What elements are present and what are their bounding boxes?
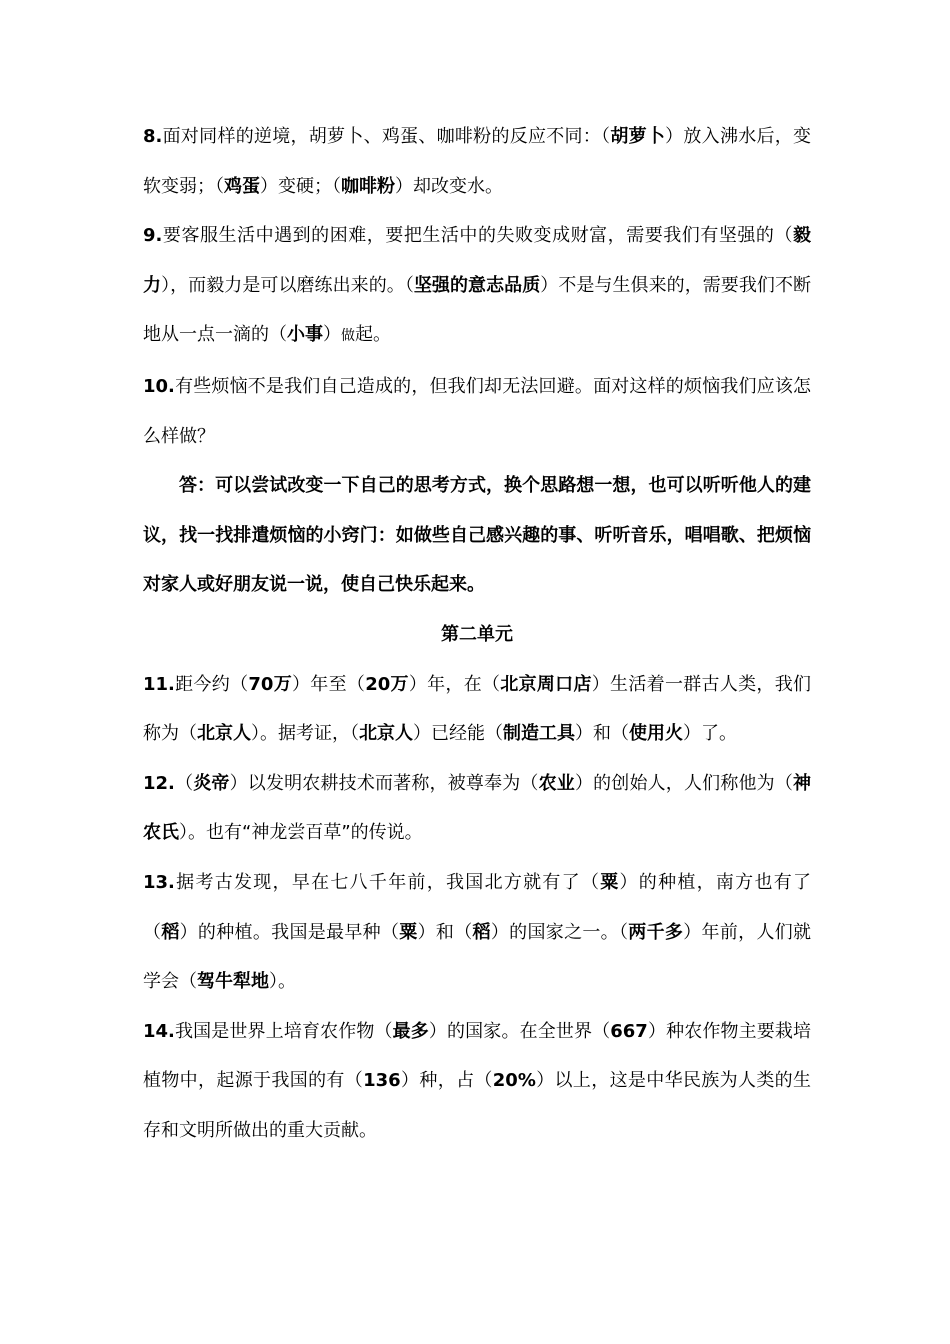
- question-text: 起。: [355, 324, 391, 346]
- question-text: ）种农作物主要栽培植物中，起源于我国的有（: [143, 1020, 812, 1092]
- question-text: ）年前，人们就学会（: [143, 921, 812, 993]
- question-text: 距今约（: [174, 673, 249, 695]
- question-text: ）生活着一群古人类，我们称为（: [143, 673, 811, 745]
- small-text: 做: [341, 328, 355, 345]
- question-text: ）已经能（: [413, 723, 503, 745]
- question-text: ）变硬；（: [260, 175, 341, 197]
- answer-term: 鸡蛋: [224, 175, 260, 197]
- question-number: 11.: [143, 673, 175, 695]
- question-text: ）年，在（: [408, 673, 501, 695]
- question-text: ）的种植，南方也有了（: [143, 871, 812, 943]
- question-text: ）的国家之一。（: [490, 921, 629, 943]
- question-9: [143, 211, 811, 362]
- question-8: [143, 112, 811, 211]
- answer-term: 毅力: [143, 225, 811, 296]
- question-13: [143, 858, 811, 1007]
- answer-term: 70万: [248, 673, 292, 695]
- answer-term: 667: [610, 1020, 648, 1042]
- answer-term: 制造工具: [503, 723, 575, 745]
- question-text: ）却改变水。: [395, 175, 503, 197]
- question-text: 要客服生活中遇到的困难，要把生活中的失败变成财富，需要我们有坚强的（: [162, 225, 793, 247]
- answer-term: 稻: [161, 921, 180, 943]
- question-text: ），而毅力是可以磨练出来的。（: [161, 274, 414, 296]
- answer-term: 粟: [600, 871, 620, 893]
- answer-paragraph: 答：可以尝试改变一下自己的思考方式，换个思路想一想，也可以听听他人的建议，找一找排遣烦恼的小窍门：如做些自己感兴趣的事、听听音乐，唱唱歌、把烦恼对家人或好朋友说一说，使自己快乐起来。: [143, 475, 811, 596]
- answer-term: 北京人: [359, 723, 413, 745]
- question-text: 有些烦恼不是我们自己造成的，但我们却无法回避。面对这样的烦恼我们应该怎么样做？: [143, 375, 811, 447]
- question-text: ）和（: [417, 921, 473, 943]
- question-text: 据考古发现，早在七八千年前，我国北方就有了（: [174, 871, 601, 893]
- answer-term: 使用火: [629, 723, 683, 745]
- document-page: [143, 112, 811, 1155]
- question-12: [143, 759, 811, 858]
- answer-term: 农业: [538, 772, 575, 794]
- question-text: ）。据考证，（: [251, 723, 359, 745]
- answer-term: 粟: [399, 921, 418, 943]
- answer-term: 两千多: [628, 921, 684, 943]
- answer-term: 20万: [365, 673, 409, 695]
- question-text: ）的创始人，人们称他为（: [574, 772, 794, 794]
- question-number: 12.: [143, 772, 175, 794]
- answer-term: 小事: [287, 324, 323, 346]
- question-text: ）的国家。在全世界（: [428, 1020, 611, 1042]
- question-text: 我国是世界上培育农作物（: [174, 1020, 393, 1042]
- question-10: [143, 362, 811, 461]
- question-number: 14.: [143, 1020, 175, 1042]
- question-text: ）种，占（: [400, 1070, 493, 1092]
- answer-term: 北京周口店: [500, 673, 592, 695]
- answer-term: 咖啡粉: [341, 175, 395, 197]
- question-number: 13.: [143, 871, 175, 893]
- question-11: [143, 660, 811, 759]
- answer-term: 稻: [472, 921, 491, 943]
- question-text: ）放入沸水后，变软变弱；（: [143, 126, 812, 197]
- question-text: ）以上，这是中华民族为人类的生存和文明所做出的重大贡献。: [143, 1070, 812, 1141]
- answer-term: 最多: [392, 1020, 429, 1042]
- answer-term: 胡萝卜: [610, 126, 666, 147]
- question-text: ）以发明农耕技术而著称，被尊奉为（: [229, 772, 539, 794]
- answer-term: 20%: [492, 1070, 536, 1092]
- answer-term: 神农氏: [143, 772, 812, 844]
- question-number: 9.: [143, 225, 163, 247]
- answer-term: 驾牛犁地: [197, 971, 269, 993]
- question-text: ）和（: [575, 723, 629, 745]
- question-text: ）年至（: [292, 673, 366, 695]
- question-text: ）。: [269, 971, 296, 993]
- answer-term: 136: [363, 1070, 401, 1092]
- unit-heading: 第二单元: [441, 623, 513, 645]
- question-number: 8.: [143, 126, 163, 147]
- answer-term: 炎帝: [193, 772, 230, 794]
- question-text: 面对同样的逆境，胡萝卜、鸡蛋、咖啡粉的反应不同：（: [162, 126, 611, 147]
- question-text: ）了。: [683, 723, 737, 745]
- answer-term: 北京人: [197, 723, 251, 745]
- question-text: ）不是与生俱来的，需要我们不断地从一点一滴的（: [143, 274, 812, 346]
- question-text: ）。也有“神龙尝百草”的传说。: [179, 822, 423, 844]
- question-text: ）: [323, 324, 341, 346]
- question-number: 10.: [143, 375, 175, 397]
- question-text: ）的种植。我国是最早种（: [179, 921, 400, 943]
- question-text: （: [174, 772, 194, 794]
- question-14: [143, 1007, 811, 1156]
- answer-term: 坚强的意志品质: [413, 274, 541, 296]
